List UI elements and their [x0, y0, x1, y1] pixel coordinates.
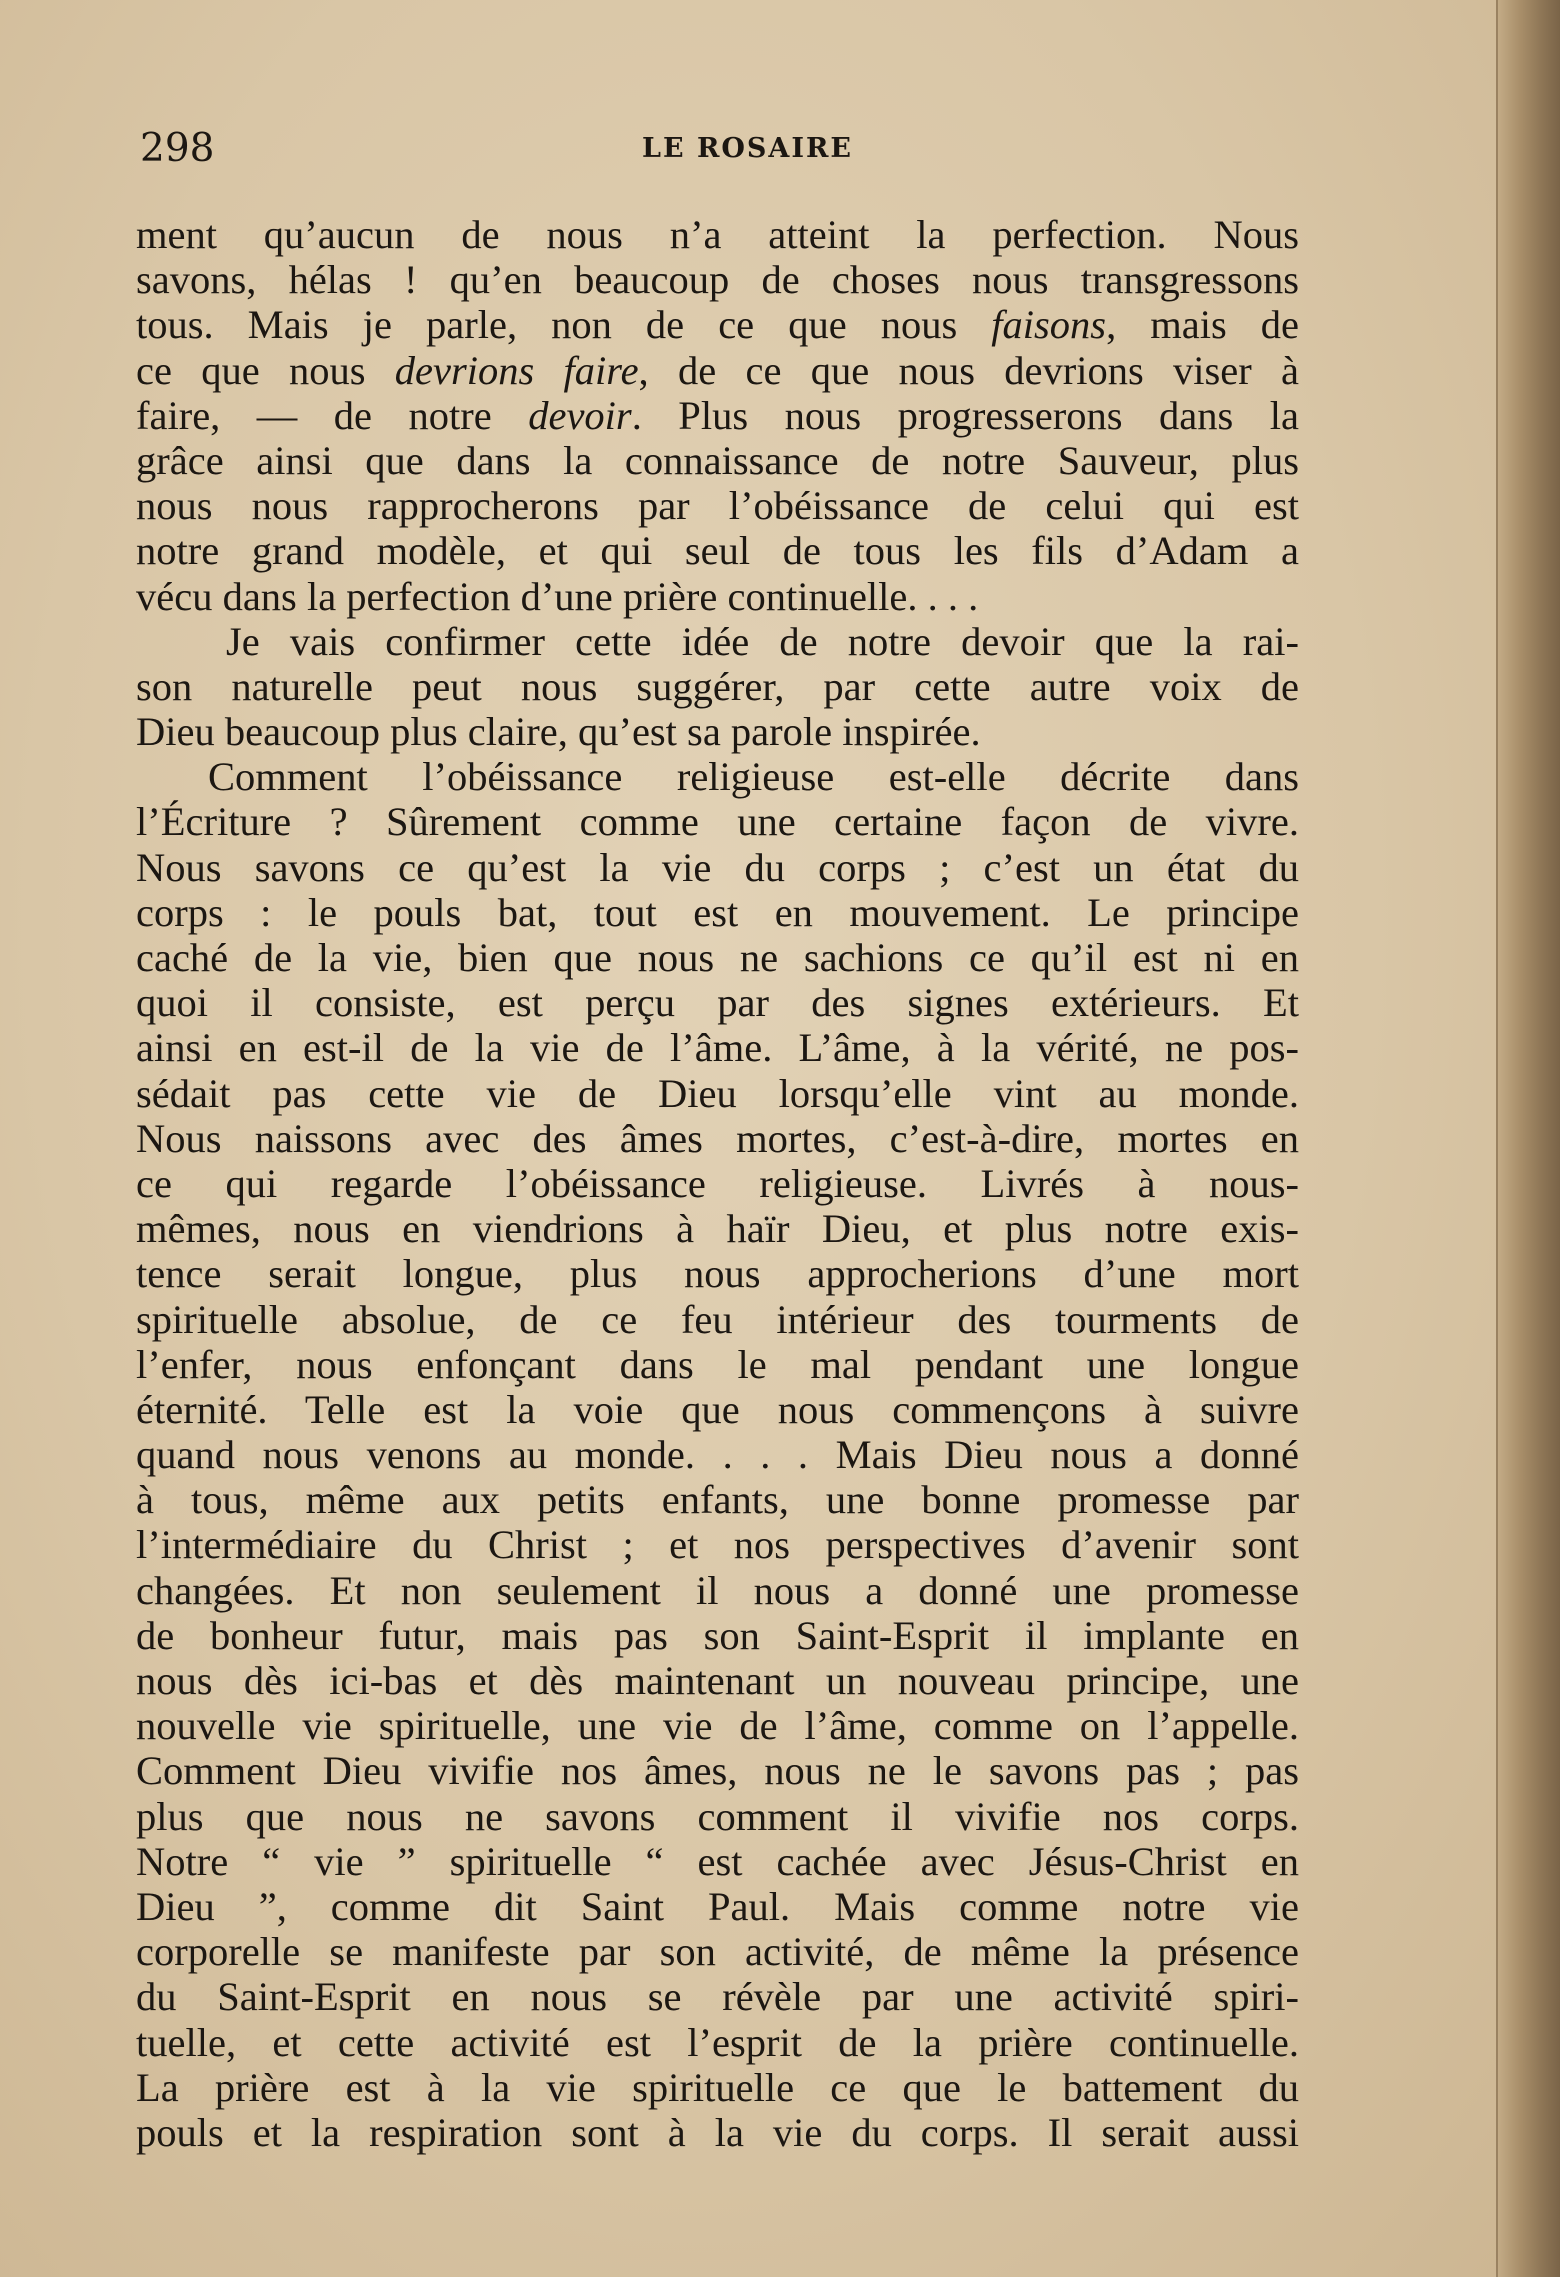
text-line: La prière est à la vie spirituelle ce que le battement du: [136, 2064, 1299, 2110]
text-line: savons, hélas ! qu’en beaucoup de choses nous transgressons: [136, 257, 1299, 303]
text-line: de bonheur futur, mais pas son Saint-Esprit il implante en: [136, 1612, 1299, 1658]
text-line: Dieu beaucoup plus claire, qu’est sa parole inspirée.: [136, 709, 981, 755]
running-title: LE ROSAIRE: [641, 133, 854, 164]
text-line: nous nous rapprocherons par l’obéissance de celui qui est: [136, 483, 1299, 529]
italic-text: faisons: [991, 302, 1107, 348]
text-line: ce qui regarde l’obéissance religieuse. Livrés à nous-: [136, 1160, 1299, 1206]
text-line: son naturelle peut nous suggérer, par cette autre voix de: [136, 663, 1299, 709]
text-line: Nous savons ce qu’est la vie du corps ; c’est un état du: [136, 844, 1299, 890]
text-line: plus que nous ne savons comment il vivifie nos corps.: [136, 1793, 1299, 1839]
text-line: changées. Et non seulement il nous a donné une promesse: [136, 1567, 1299, 1613]
text-line: tence serait longue, plus nous approcherions d’une mort: [136, 1251, 1299, 1297]
paragraph-start-line: Comment l’obéissance religieuse est-elle décrite dans: [208, 754, 1299, 800]
text-line: pouls et la respiration sont à la vie du corps. Il serait aussi: [136, 2109, 1299, 2155]
page-number: 298: [140, 126, 215, 171]
italic-text: devoir: [528, 392, 632, 438]
text-line: l’enfer, nous enfonçant dans le mal pendant une longue: [136, 1341, 1299, 1387]
text-line: l’Écriture ? Sûrement comme une certaine façon de vivre.: [136, 799, 1299, 845]
text-line: éternité. Telle est la voie que nous commençons à suivre: [136, 1386, 1299, 1432]
text-line: faire, — de notre devoir. Plus nous progresserons dans la: [136, 392, 1299, 438]
text-line: ainsi en est-il de la vie de l’âme. L’âme, à la vérité, ne pos-: [136, 1025, 1299, 1071]
text-line: du Saint-Esprit en nous se révèle par une activité spiri-: [136, 1974, 1299, 2020]
text-line: grâce ainsi que dans la connaissance de notre Sauveur, plus: [136, 437, 1299, 483]
text-line: tous. Mais je parle, non de ce que nous faisons, mais de: [136, 302, 1299, 348]
text-line: nouvelle vie spirituelle, une vie de l’âme, comme on l’appelle.: [136, 1703, 1299, 1749]
body-text: [136, 212, 1299, 2155]
text-line: tuelle, et cette activité est l’esprit de la prière continuelle.: [136, 2019, 1299, 2065]
page-header: [136, 126, 1299, 172]
text-line: spirituelle absolue, de ce feu intérieur des tourments de: [136, 1296, 1299, 1342]
text-line: sédait pas cette vie de Dieu lorsqu’elle vint au monde.: [136, 1070, 1299, 1116]
text-line: nous dès ici-bas et dès maintenant un nouveau principe, une: [136, 1658, 1299, 1703]
text-line: quoi il consiste, est perçu par des signes extérieurs. Et: [136, 980, 1299, 1026]
text-line: Notre “ vie ” spirituelle “ est cachée avec Jésus-Christ en: [136, 1838, 1299, 1884]
text-line: Dieu ”, comme dit Saint Paul. Mais comme notre vie: [136, 1883, 1299, 1929]
italic-text: devrions faire: [394, 347, 639, 393]
text-line: l’intermédiaire du Christ ; et nos perspectives d’avenir sont: [136, 1522, 1299, 1568]
book-spine-edge: [1496, 0, 1560, 2277]
text-line: ment qu’aucun de nous n’a atteint la perfection. Nous: [136, 212, 1299, 257]
text-line: notre grand modèle, et qui seul de tous les fils d’Adam a: [136, 528, 1299, 574]
text-line: ce que nous devrions faire, de ce que nous devrions viser à: [136, 347, 1299, 393]
text-line: corporelle se manifeste par son activité, de même la présence: [136, 1929, 1299, 1975]
text-line: à tous, même aux petits enfants, une bonne promesse par: [136, 1477, 1299, 1523]
text-line: quand nous venons au monde. . . . Mais Dieu nous a donné: [136, 1432, 1299, 1478]
text-line: Nous naissons avec des âmes mortes, c’est-à-dire, mortes en: [136, 1115, 1299, 1161]
paragraph-start-line: Je vais confirmer cette idée de notre devoir que la rai-: [226, 618, 1299, 664]
text-line: caché de la vie, bien que nous ne sachions ce qu’il est ni en: [136, 935, 1299, 980]
text-line: vécu dans la perfection d’une prière continuelle. . . .: [136, 573, 979, 619]
text-line: mêmes, nous en viendrions à haïr Dieu, et plus notre exis-: [136, 1206, 1299, 1252]
text-line: corps : le pouls bat, tout est en mouvement. Le principe: [136, 889, 1299, 935]
text-line: Comment Dieu vivifie nos âmes, nous ne le savons pas ; pas: [136, 1748, 1299, 1794]
